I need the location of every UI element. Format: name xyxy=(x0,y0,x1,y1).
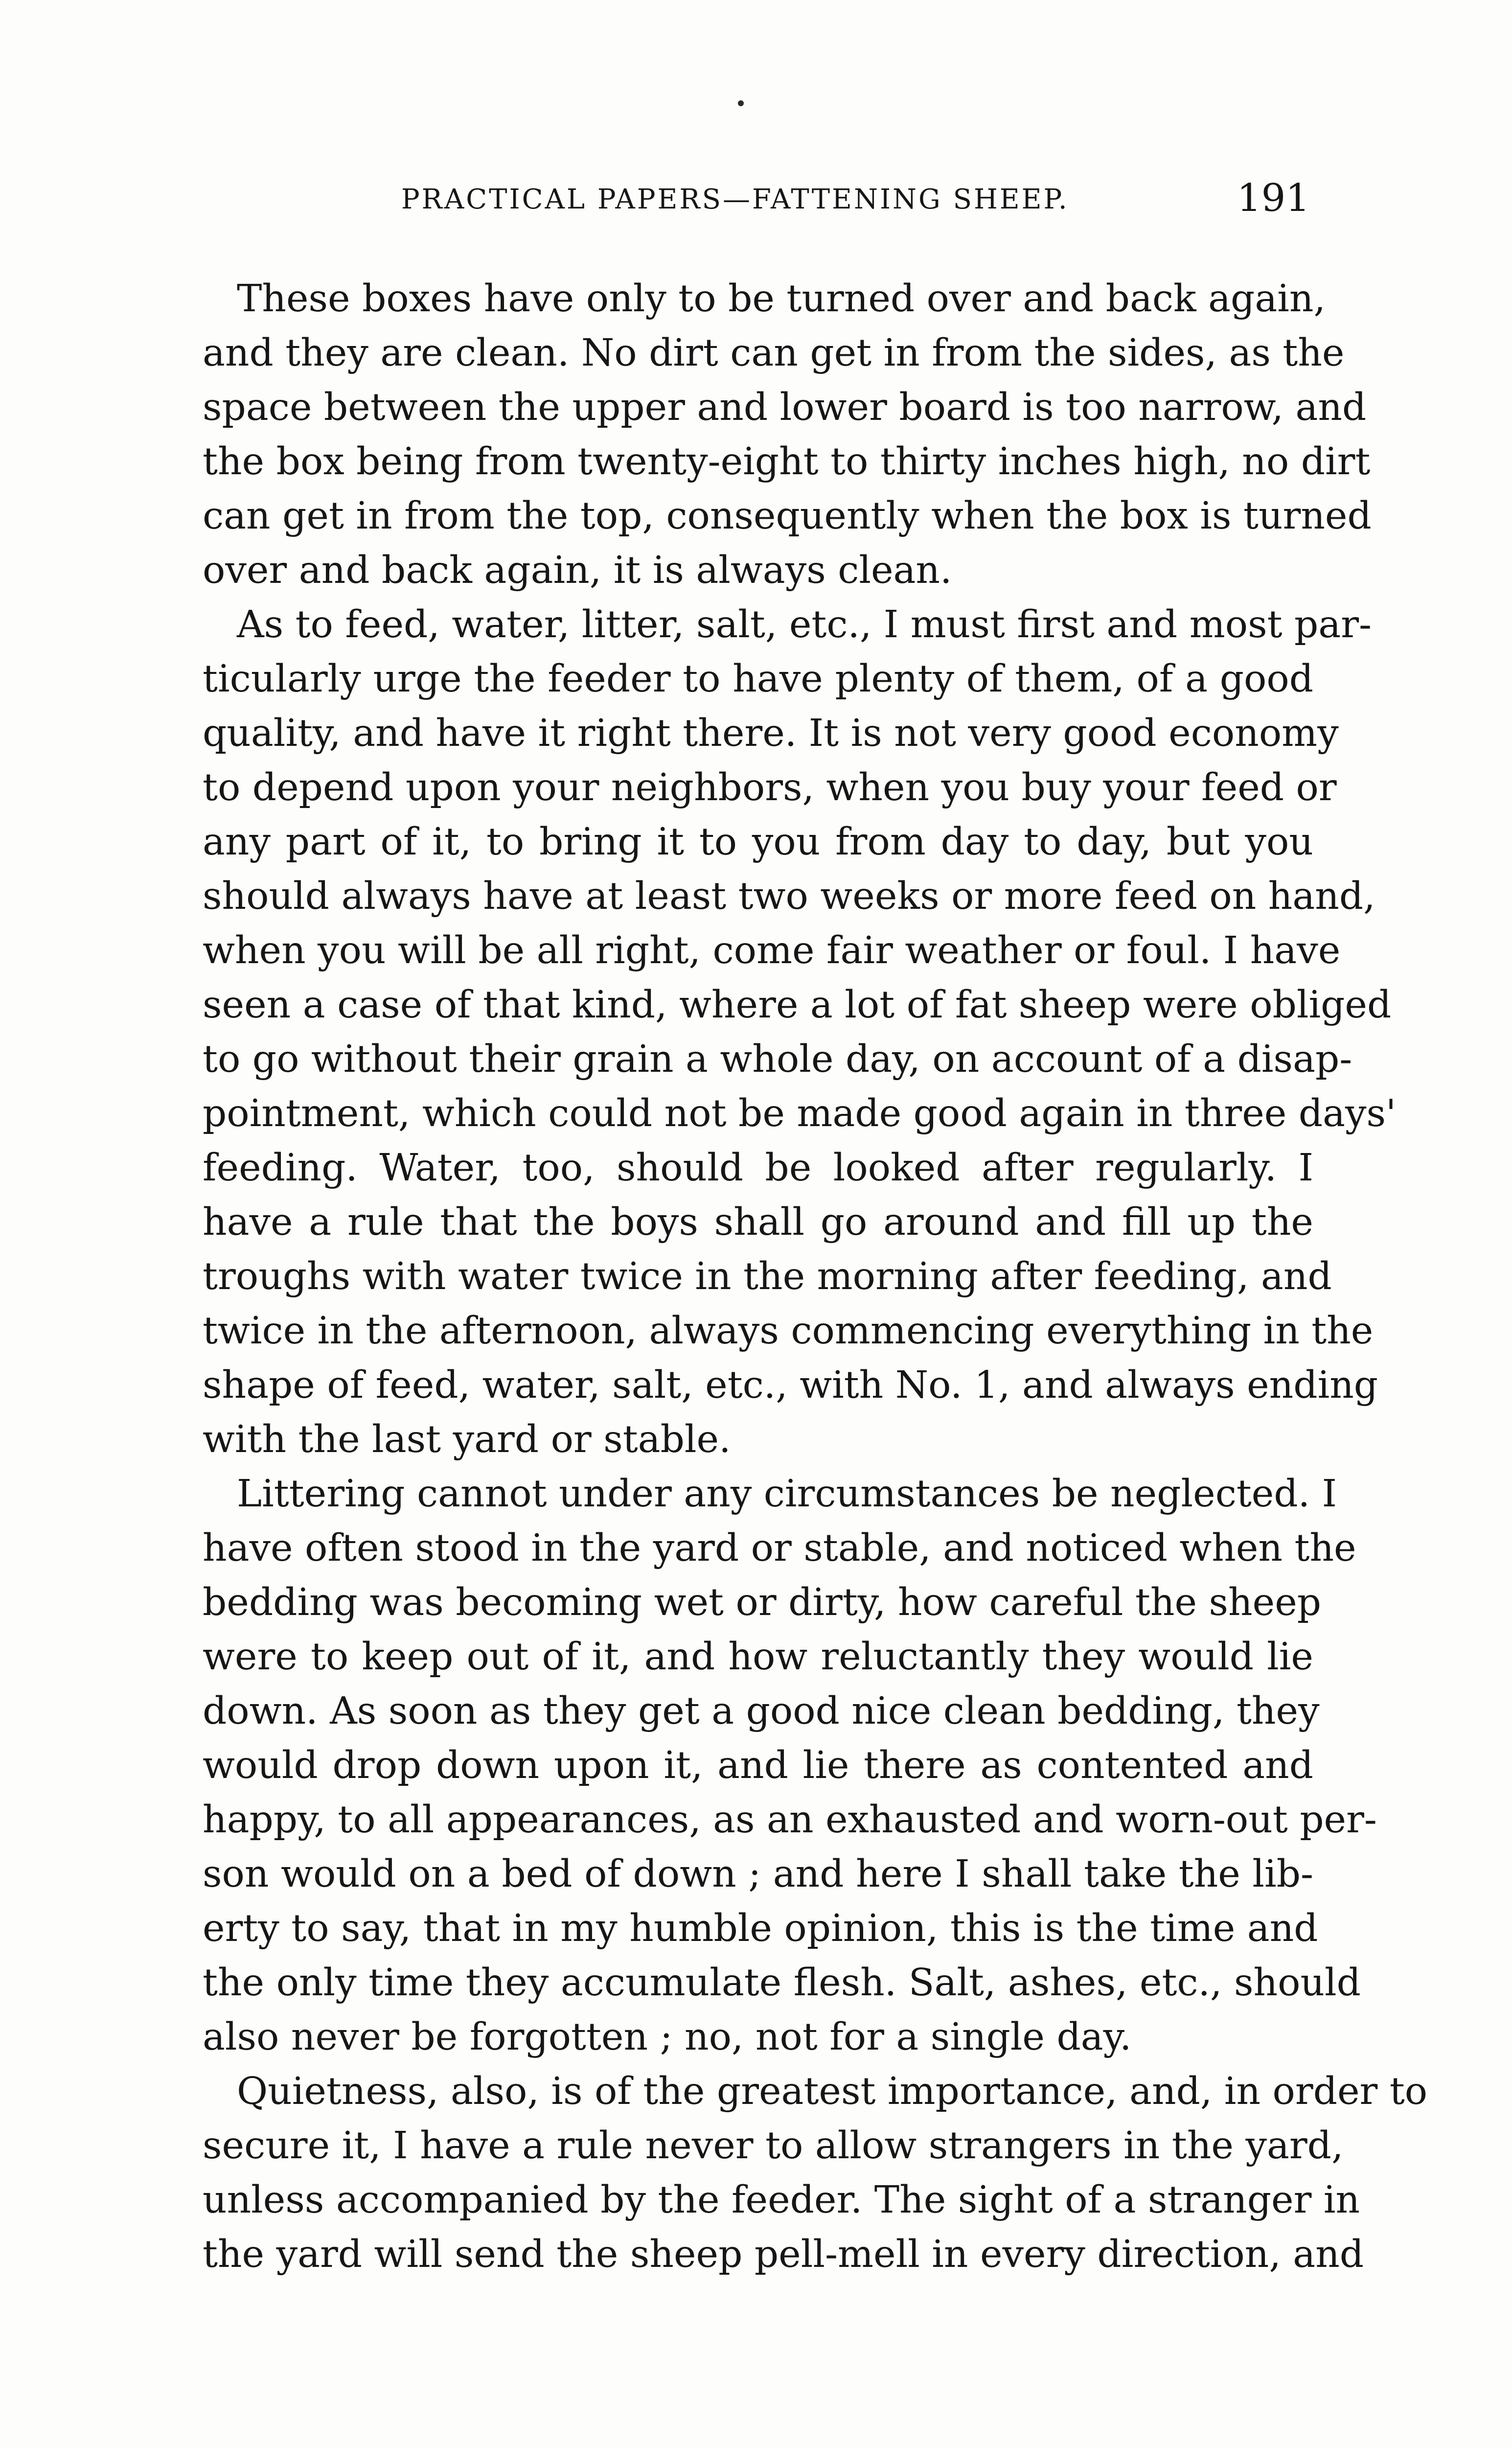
text-line: bedding was becoming wet or dirty, how careful the sheep xyxy=(203,1581,1322,1624)
text-line: feeding. Water, too, should be looked after regularly. I xyxy=(203,1146,1313,1190)
text-line: should always have at least two weeks or more feed on hand, xyxy=(203,875,1375,918)
text-line: the box being from twenty-eight to thirty inches high, no dirt xyxy=(203,440,1371,484)
paragraph xyxy=(203,598,1397,1467)
text-line: shape of feed, water, salt, etc., with No. 1, and always ending xyxy=(203,1363,1378,1407)
text-line: These boxes have only to be turned over and back again, xyxy=(237,277,1326,321)
text-line: over and back again, it is always clean. xyxy=(203,549,952,592)
text-line: seen a case of that kind, where a lot of fat sheep were obliged xyxy=(203,983,1392,1027)
text-line: Quietness, also, is of the greatest importance, and, in order to xyxy=(237,2070,1428,2113)
paragraph xyxy=(203,272,1372,598)
text-line: Littering cannot under any circumstances be neglected. I xyxy=(237,1472,1337,1516)
text-line: have often stood in the yard or stable, and noticed when the xyxy=(203,1526,1356,1570)
text-line: to go without their grain a whole day, on account of a disap- xyxy=(203,1038,1352,1081)
text-line: can get in from the top, consequently when the box is turned xyxy=(203,494,1372,538)
text-line: ticularly urge the feeder to have plenty of them, of a good xyxy=(203,657,1313,701)
page-number: 191 xyxy=(1237,176,1310,220)
body-text xyxy=(203,272,1428,2282)
paragraph xyxy=(203,1467,1377,2064)
text-line: pointment, which could not be made good again in three days' xyxy=(203,1092,1397,1135)
text-line: happy, to all appearances, as an exhausted and worn-out per- xyxy=(203,1798,1377,1842)
text-line: and they are clean. No dirt can get in from the sides, as the xyxy=(203,331,1345,375)
text-line: unless accompanied by the feeder. The sight of a stranger in xyxy=(203,2178,1360,2222)
text-line: any part of it, to bring it to you from day to day, but you xyxy=(203,820,1313,864)
ink-speck xyxy=(738,100,744,106)
paragraph xyxy=(203,2064,1428,2282)
text-line: would drop down upon it, and lie there as contented and xyxy=(203,1744,1313,1787)
text-line: secure it, I have a rule never to allow strangers in the yard, xyxy=(203,2124,1344,2168)
text-line: the only time they accumulate flesh. Salt, ashes, etc., should xyxy=(203,1961,1361,2005)
text-line: to depend upon your neighbors, when you buy your feed or xyxy=(203,766,1337,809)
text-line: As to feed, water, litter, salt, etc., I must first and most par- xyxy=(237,603,1372,646)
running-head: PRACTICAL PAPERS—FATTENING SHEEP. xyxy=(401,184,1069,215)
text-line: space between the upper and lower board is too narrow, and xyxy=(203,386,1367,429)
text-line: twice in the afternoon, always commencing everything in the xyxy=(203,1309,1374,1353)
text-line: when you will be all right, come fair weather or foul. I have xyxy=(203,929,1341,972)
text-line: the yard will send the sheep pell-mell in every direction, and xyxy=(203,2233,1364,2276)
text-line: son would on a bed of down ; and here I shall take the lib- xyxy=(203,1852,1313,1896)
text-line: with the last yard or stable. xyxy=(203,1418,731,1461)
text-line: quality, and have it right there. It is not very good economy xyxy=(203,712,1339,755)
text-line: down. As soon as they get a good nice clean bedding, they xyxy=(203,1689,1320,1733)
text-line: erty to say, that in my humble opinion, this is the time and xyxy=(203,1907,1318,1950)
text-line: also never be forgotten ; no, not for a single day. xyxy=(203,2015,1132,2059)
text-line: have a rule that the boys shall go around and fill up the xyxy=(203,1200,1313,1244)
text-line: troughs with water twice in the morning after feeding, and xyxy=(203,1255,1332,1298)
text-line: were to keep out of it, and how reluctantly they would lie xyxy=(203,1635,1313,1679)
